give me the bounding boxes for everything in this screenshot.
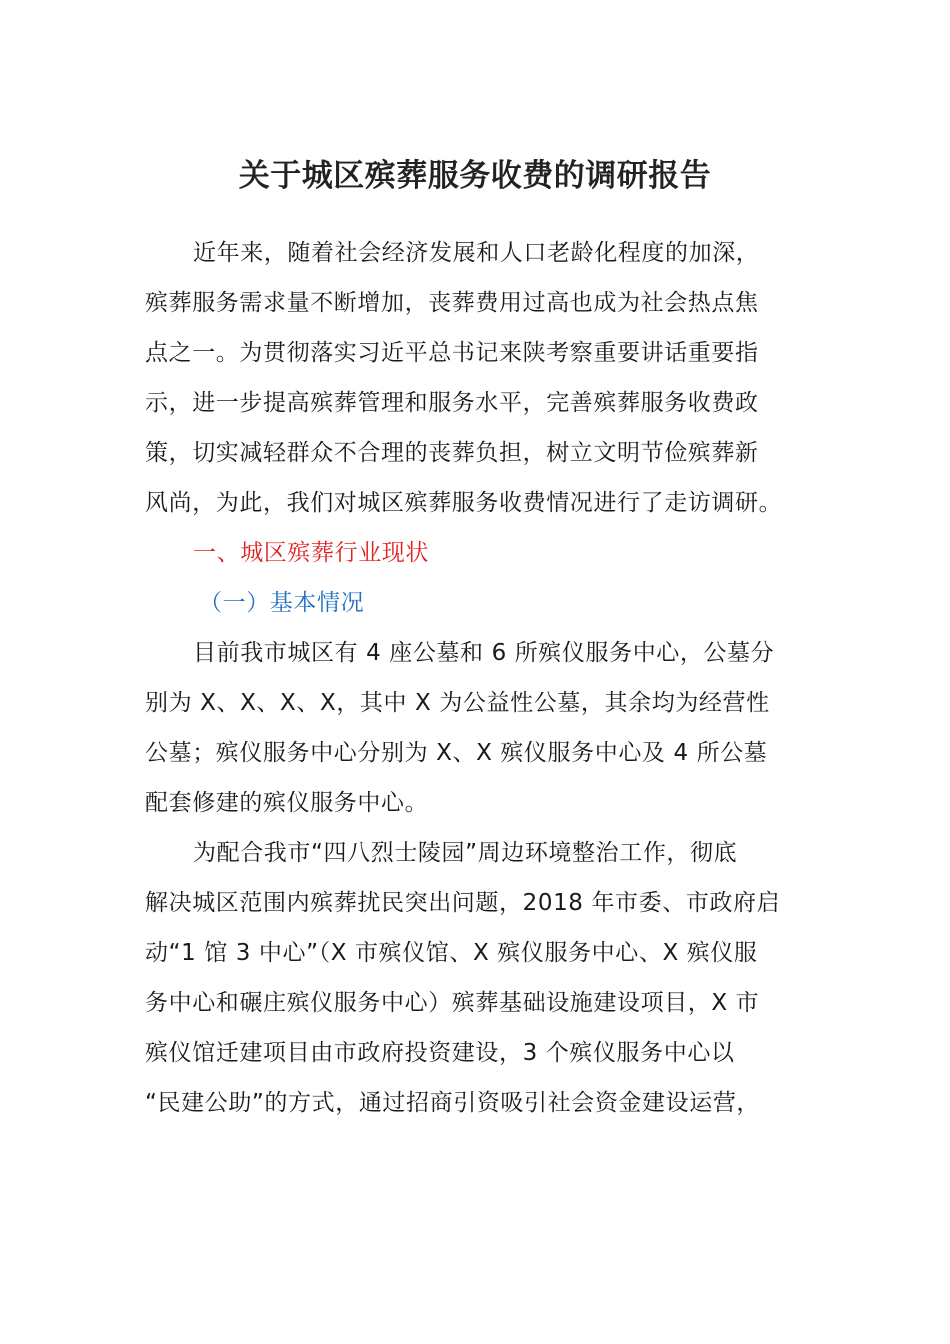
paragraph-2-line: 公墓；殡仪服务中心分别为 X、X 殡仪服务中心及 4 所公墓 — [145, 740, 768, 766]
paragraph-2-line: 别为 X、X、X、X，其中 X 为公益性公墓，其余均为经营性 — [145, 690, 770, 716]
paragraph-1-line: 示，进一步提高殡葬管理和服务水平，完善殡葬服务收费政 — [145, 390, 759, 416]
paragraph-3-line: 务中心和碾庄殡仪服务中心）殡葬基础设施建设项目，X 市 — [145, 990, 760, 1016]
paragraph-1-line: 近年来，随着社会经济发展和人口老龄化程度的加深， — [193, 240, 760, 266]
paragraph-2-line: 配套修建的殡仪服务中心。 — [145, 790, 429, 816]
paragraph-3-line: 殡仪馆迁建项目由市政府投资建设，3 个殡仪服务中心以 — [145, 1040, 735, 1066]
paragraph-1-line: 风尚，为此，我们对城区殡葬服务收费情况进行了走访调研。 — [145, 490, 783, 516]
paragraph-3-line: 解决城区范围内殡葬扰民突出问题，2018 年市委、市政府启 — [145, 890, 781, 916]
section-heading-1: 一、城区殡葬行业现状 — [193, 540, 429, 566]
paragraph-3-line: 动“1 馆 3 中心”（X 市殡仪馆、X 殡仪服务中心、X 殡仪服 — [145, 940, 758, 966]
paragraph-1-line: 策，切实减轻群众不合理的丧葬负担，树立文明节俭殡葬新 — [145, 440, 759, 466]
paragraph-3-line: 为配合我市“四八烈士陵园”周边环境整治工作，彻底 — [193, 840, 738, 866]
subsection-heading-1: （一）基本情况 — [199, 590, 365, 616]
document-title: 关于城区殡葬服务收费的调研报告 — [238, 158, 712, 194]
paragraph-2-line: 目前我市城区有 4 座公墓和 6 所殡仪服务中心，公墓分 — [193, 640, 775, 666]
document-body — [145, 228, 810, 1128]
paragraph-3-line: “民建公助”的方式，通过招商引资吸引社会资金建设运营， — [145, 1090, 761, 1116]
paragraph-1-line: 殡葬服务需求量不断增加，丧葬费用过高也成为社会热点焦 — [145, 290, 759, 316]
paragraph-1-line: 点之一。为贯彻落实习近平总书记来陕考察重要讲话重要指 — [145, 340, 759, 366]
